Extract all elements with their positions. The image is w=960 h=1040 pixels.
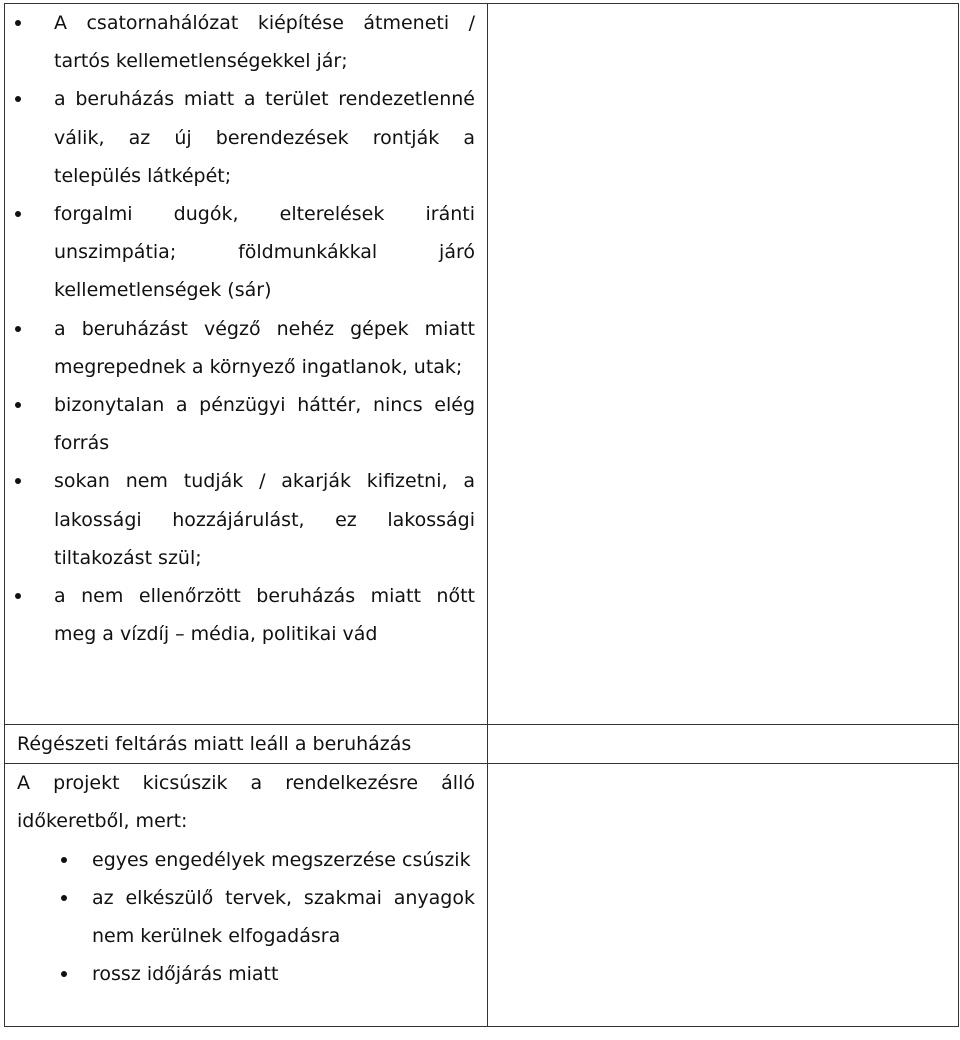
list-item: A csatornahálózat kiépítése átmeneti / tartós kellemetlenségekkel jár; — [5, 4, 487, 80]
risk-cell — [5, 4, 488, 725]
list-item: bizonytalan a pénzügyi háttér, nincs elég forrás — [5, 386, 487, 462]
empty-cell — [488, 764, 959, 1027]
list-item: a beruházást végző nehéz gépek miatt megrepednek a környező ingatlanok, utak; — [5, 310, 487, 386]
table-row — [5, 764, 959, 1027]
list-item: az elkészülő tervek, szakmai anyagok nem kerülnek elfogadásra — [5, 879, 487, 955]
list-item: egyes engedélyek megszerzése csúszik — [5, 841, 487, 879]
bullet-list — [5, 4, 487, 653]
table-row — [5, 4, 959, 725]
risk-cell — [5, 764, 488, 1027]
bullet-list — [5, 841, 487, 994]
cell-text: Régészeti feltárás miatt leáll a beruházás — [17, 733, 412, 755]
empty-cell — [488, 4, 959, 725]
list-item: forgalmi dugók, elterelések iránti unszimpátia; földmunkákkal járó kellemetlenségek (sár) — [5, 195, 487, 310]
empty-cell — [488, 725, 959, 764]
cell-intro-text: A projekt kicsúszik a rendelkezésre álló időkeretből, mert: — [17, 772, 475, 833]
list-item: a nem ellenőrzött beruházás miatt nőtt meg a vízdíj – média, politikai vád — [5, 577, 487, 653]
list-item: a beruházás miatt a terület rendezetlenné válik, az új berendezések rontják a település látképét; — [5, 80, 487, 195]
table-row — [5, 725, 959, 764]
list-item: sokan nem tudják / akarják kifizetni, a lakossági hozzájárulást, ez lakossági tiltakozást szül; — [5, 462, 487, 577]
risk-table — [4, 3, 959, 1027]
list-item: rossz időjárás miatt — [5, 955, 487, 993]
risk-cell — [5, 725, 488, 764]
